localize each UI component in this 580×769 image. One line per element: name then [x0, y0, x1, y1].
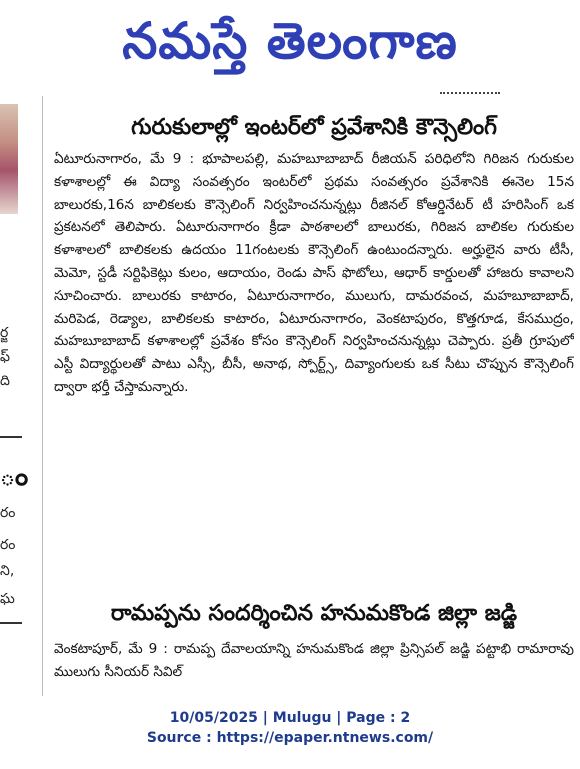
- article-body: ఏటూరునాగారం, మే 9 : భూపాలపల్లి, మహబూబాబాద్ రీజియన్ పరిధిలోని గిరిజన గురుకుల కళాశాలల్లో ఈ విద్యా సంవత్సరం ఇంటర్‌లో ప్రథమ సంవత్సరం ప్రవేశానికి ఈనెల 15న బాలురకు,16న బాలికలకు కౌన్సెలింగ్ నిర్వహించనున్నట్లు రీజినల్ కోఆర్డినేటర్ టీ హరిసింగ్ ఒక ప్రకటనలో తెలిపారు. ఏటూరునాగారం క్రీడా పాఠశాలలో బాలురకు, గిరిజన బాలికల గురుకుల కళాశాలలో బాలికలకు ఉదయం 11గంటలకు కౌన్సెలింగ్ ఉంటుందన్నారు. అర్హులైన వారు టీసీ, మెమో, స్టడీ సర్టిఫికెట్లు కులం, ఆదాయం, రెండు పాస్ ఫొటోలు, ఆధార్ కార్డులతో హాజరు కావాలని సూచించారు. బాలురకు కాటారం, ఏటూరునాగారం, ములుగు, దామరవంచ, మహబూబాబాద్, మరిపెడ, రెడ్యాల, బాలికలకు కాటారం, ఏటూరునాగారం, వెంకటాపురం, కొత్తగూడ, కేసముద్రం, మహబూబాబాద్ కళాశాలల్లో ప్రవేశం కోసం కౌన్సెలింగ్ నిర్వహించనున్నట్లు చెప్పారు. ప్రతీ గ్రూపులో ఎస్టీ విద్యార్థులతో పాటు ఎస్సీ, బీసీ, అనాథ, స్పోర్ట్స్, దివ్యాంగులకు ఒక సీటు చొప్పున కౌన్సెలింగ్ ద్వారా భర్తీ చేస్తామన్నారు.: [54, 151, 574, 395]
- adjacent-photo: [0, 104, 18, 214]
- strip-heading-fragment: ం: [0, 462, 29, 492]
- article-headline: రామప్పను సందర్శించిన హనుమకొండ జిల్లా జడ్జి: [110, 601, 518, 626]
- column-divider: [42, 96, 43, 696]
- clipped-text-edge: [440, 92, 500, 102]
- article-headline: గురుకులాల్లో ఇంటర్‌లో ప్రవేశానికి కౌన్సెలింగ్: [131, 115, 497, 140]
- strip-fragment: ఘ: [0, 591, 15, 607]
- footer-source-link[interactable]: Source : https://epaper.ntnews.com/: [146, 730, 434, 746]
- footer-date-page: 10/05/2025 | Mulugu | Page : 2: [169, 710, 411, 726]
- strip-fragment: ఫ్: [0, 349, 10, 365]
- article-body: వెంకటాపూర్, మే 9 : రామప్ప దేవాలయాన్ని హనుమకొండ జిల్లా ప్రిన్సిపల్ జడ్జి పట్టాభి రామారావు ములుగు సీనియర్ సివిల్: [54, 641, 574, 680]
- strip-fragment: ర్జ: [0, 325, 9, 341]
- masthead-title: నమస్తే తెలంగాణ: [122, 11, 458, 70]
- strip-fragment: రం: [0, 537, 16, 553]
- strip-divider: [0, 622, 22, 624]
- strip-fragment: ది: [0, 373, 10, 389]
- strip-fragment: ని,: [0, 563, 15, 579]
- adjacent-article-strip: [0, 90, 30, 710]
- strip-divider: [0, 436, 22, 438]
- strip-fragment: రం: [0, 505, 16, 521]
